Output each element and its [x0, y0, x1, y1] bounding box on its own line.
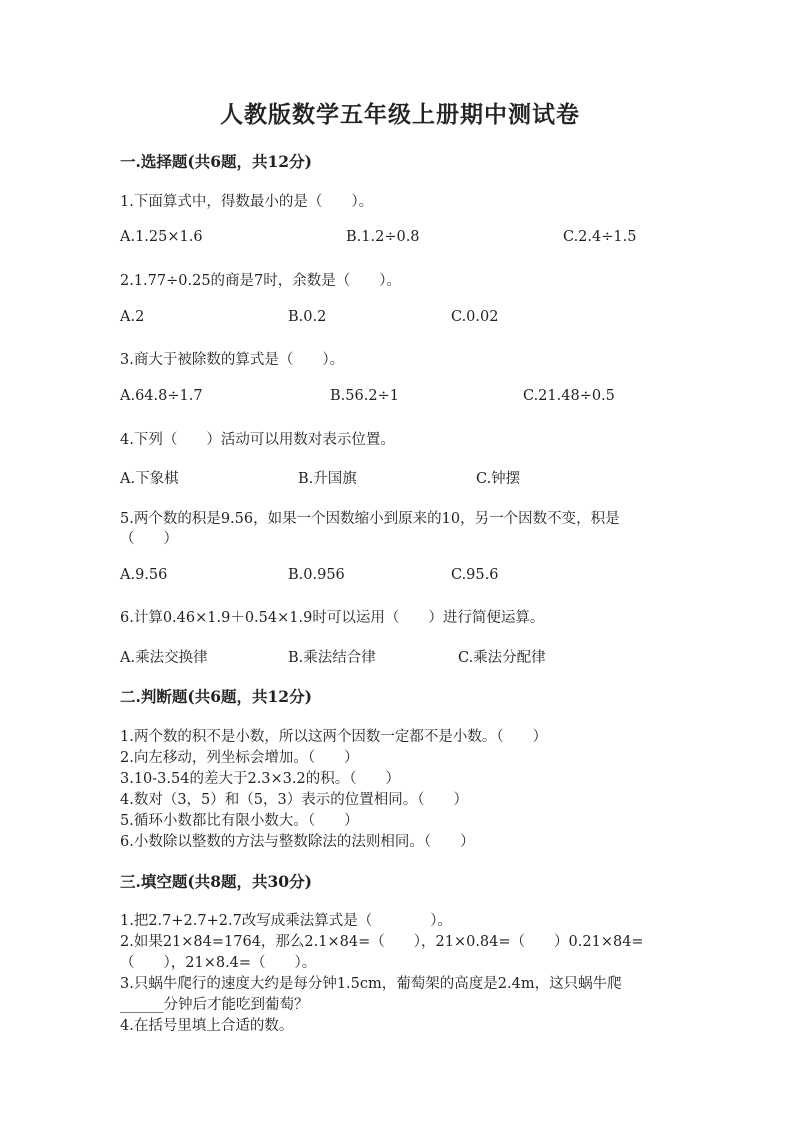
- fill-line-2: 2.如果21×84=1764，那么2.1×84=（ ），21×0.84=（ ）0.21×84=: [120, 934, 644, 950]
- judge-item-2: 2.向左移动，列坐标会增加。（ ）: [120, 750, 359, 766]
- choice-question-1: 1.下面算式中，得数最小的是（ ）。: [120, 194, 374, 210]
- choice-2-option-b: B.0.2: [288, 309, 327, 325]
- choice-1-option-c: C.2.4÷1.5: [563, 229, 637, 245]
- choice-5-option-b: B.0.956: [288, 567, 345, 583]
- choice-5-option-c: C.95.6: [451, 567, 499, 583]
- judge-item-4: 4.数对（3，5）和（5，3）表示的位置相同。（ ）: [120, 792, 468, 808]
- choice-6-option-a: A.乘法交换律: [120, 650, 208, 666]
- choice-5-option-a: A.9.56: [120, 567, 168, 583]
- fill-line-5: ______分钟后才能吃到葡萄？: [120, 997, 309, 1013]
- judge-item-6: 6.小数除以整数的方法与整数除法的法则相同。（ ）: [120, 834, 475, 850]
- judge-item-3: 3.10-3.54的差大于2.3×3.2的积。（ ）: [120, 771, 400, 787]
- section-heading-fill: 三.填空题(共8题，共30分): [120, 872, 312, 891]
- fill-line-6: 4.在括号里填上合适的数。: [120, 1018, 294, 1034]
- fill-line-4: 3.只蜗牛爬行的速度大约是每分钟1.5cm，葡萄架的高度是2.4m，这只蜗牛爬: [120, 976, 622, 992]
- choice-question-5-line1: 5.两个数的积是9.56，如果一个因数缩小到原来的10，另一个因数不变，积是: [120, 511, 620, 527]
- choice-question-2: 2.1.77÷0.25的商是7时，余数是（ ）。: [120, 273, 402, 289]
- choice-question-4: 4.下列（ ）活动可以用数对表示位置。: [120, 432, 395, 448]
- page-title: 人教版数学五年级上册期中测试卷: [220, 101, 580, 128]
- choice-question-5-line2: （ ）: [120, 531, 178, 547]
- choice-4-option-b: B.升国旗: [298, 471, 357, 487]
- choice-3-option-c: C.21.48÷0.5: [523, 388, 615, 404]
- choice-1-option-b: B.1.2÷0.8: [346, 229, 420, 245]
- choice-4-option-c: C.钟摆: [476, 471, 521, 487]
- fill-line-3: （ ），21×8.4=（ ）。: [120, 955, 317, 971]
- choice-6-option-c: C.乘法分配律: [458, 650, 546, 666]
- choice-3-option-b: B.56.2÷1: [330, 388, 399, 404]
- section-heading-judge: 二.判断题(共6题，共12分): [120, 687, 312, 706]
- choice-2-option-c: C.0.02: [451, 309, 499, 325]
- section-heading-choice: 一.选择题(共6题，共12分): [120, 152, 312, 171]
- choice-1-option-a: A.1.25×1.6: [120, 229, 203, 245]
- judge-item-1: 1.两个数的积不是小数，所以这两个因数一定都不是小数。（ ）: [120, 729, 548, 745]
- choice-question-3: 3.商大于被除数的算式是（ ）。: [120, 352, 345, 368]
- choice-question-6: 6.计算0.46×1.9＋0.54×1.9时可以运用（ ）进行简便运算。: [120, 610, 545, 626]
- fill-line-1: 1.把2.7+2.7+2.7改写成乘法算式是（ ）。: [120, 913, 453, 929]
- choice-3-option-a: A.64.8÷1.7: [120, 388, 203, 404]
- choice-4-option-a: A.下象棋: [120, 471, 179, 487]
- choice-2-option-a: A.2: [120, 309, 145, 325]
- judge-item-5: 5.循环小数都比有限小数大。（ ）: [120, 813, 359, 829]
- choice-6-option-b: B.乘法结合律: [288, 650, 376, 666]
